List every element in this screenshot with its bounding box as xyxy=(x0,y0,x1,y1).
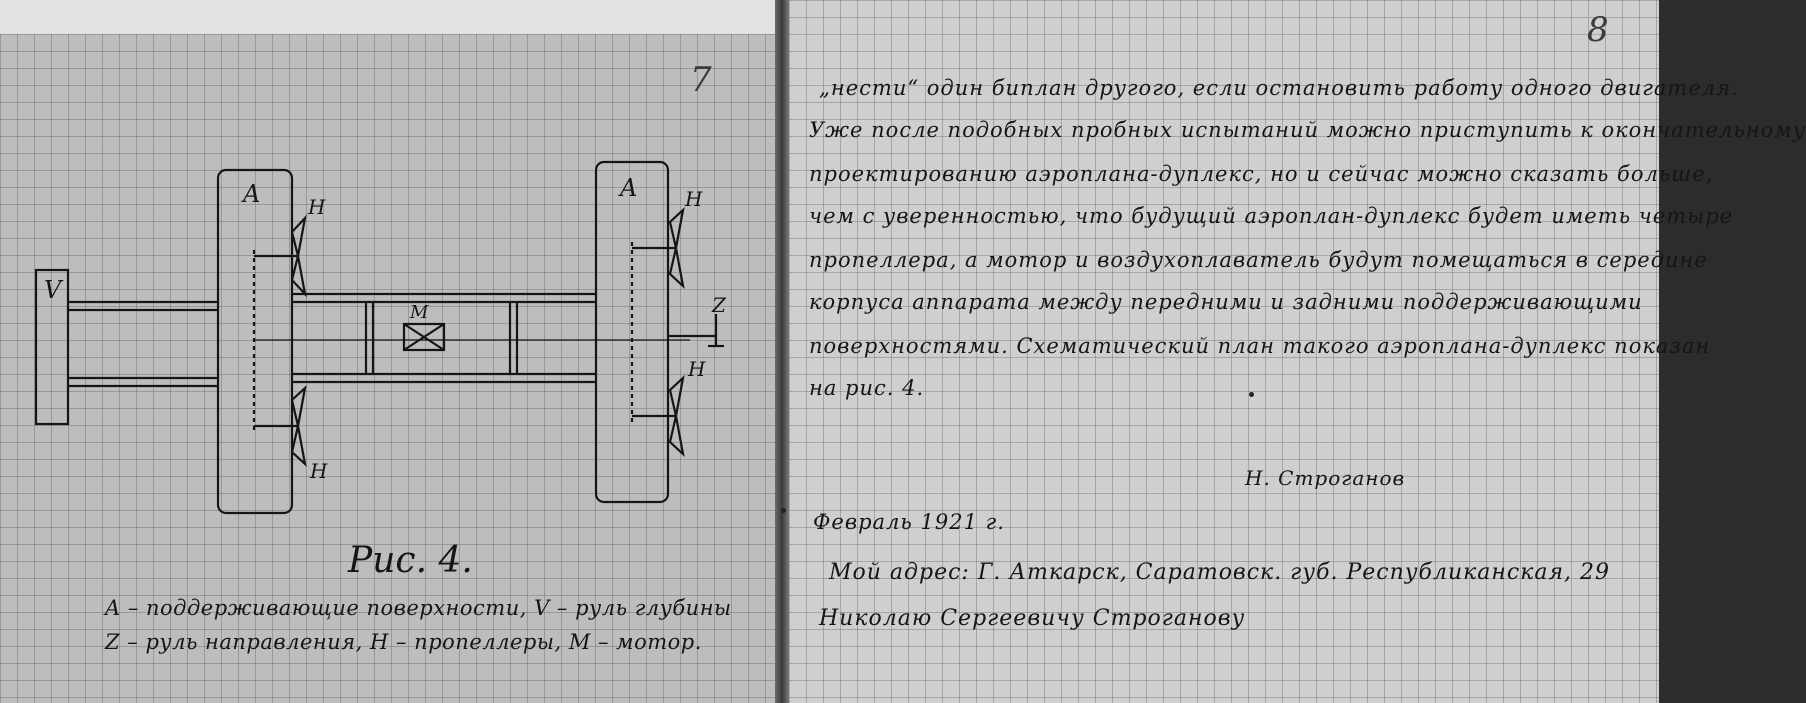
address-line-2: Николаю Сергеевичу Строганову xyxy=(819,606,1246,631)
book-gutter xyxy=(775,0,789,703)
legend-line-1: A – поддерживающие поверхности, V – руль глубины xyxy=(105,596,732,620)
text-line: „нести“ один биплан другого, если остановить работу одного двигателя. xyxy=(819,76,1739,100)
page-number: 8 xyxy=(1587,10,1609,50)
ink-dot xyxy=(1249,392,1254,397)
page-number: 7 xyxy=(690,60,712,100)
label-h: H xyxy=(688,357,706,381)
label-h: H xyxy=(308,195,326,219)
text-line: пропеллера, а мотор и воздухоплаватель будут помещаться в середине xyxy=(809,248,1708,272)
address-line-1: Мой адрес: Г. Аткарск, Саратовск. губ. Республиканская, 29 xyxy=(829,560,1611,585)
figure-caption: Рис. 4. xyxy=(348,540,473,581)
label-h: H xyxy=(310,459,328,483)
right-page xyxy=(789,0,1806,703)
text-line: корпуса аппарата между передними и задними поддерживающими xyxy=(809,290,1643,314)
label-a-left: A xyxy=(243,180,261,208)
label-v: V xyxy=(44,276,62,304)
text-line: поверхностями. Схематический план такого аэроплана-дуплекс показан xyxy=(809,334,1711,358)
legend-line-2: Z – руль направления, H – пропеллеры, M – мотор. xyxy=(105,630,702,654)
label-m: M xyxy=(410,302,429,323)
text-line: чем с уверенностью, что будущий аэроплан-дуплекс будет иметь четыре xyxy=(809,204,1734,228)
label-a-right: A xyxy=(620,174,638,202)
text-line: проектированию аэроплана-дуплекс, но и сейчас можно сказать больше, xyxy=(809,162,1714,186)
label-z: Z xyxy=(712,293,726,317)
ink-dot xyxy=(781,508,786,513)
left-page xyxy=(0,0,775,703)
text-line: на рис. 4. xyxy=(809,376,925,400)
label-h: H xyxy=(685,187,703,211)
signature: Н. Строганов xyxy=(1245,466,1406,490)
date-line: Февраль 1921 г. xyxy=(813,510,1005,534)
text-line: Уже после подобных пробных испытаний можно приступить к окончательному xyxy=(809,118,1806,142)
aeroplane-duplex-diagram xyxy=(0,0,775,520)
